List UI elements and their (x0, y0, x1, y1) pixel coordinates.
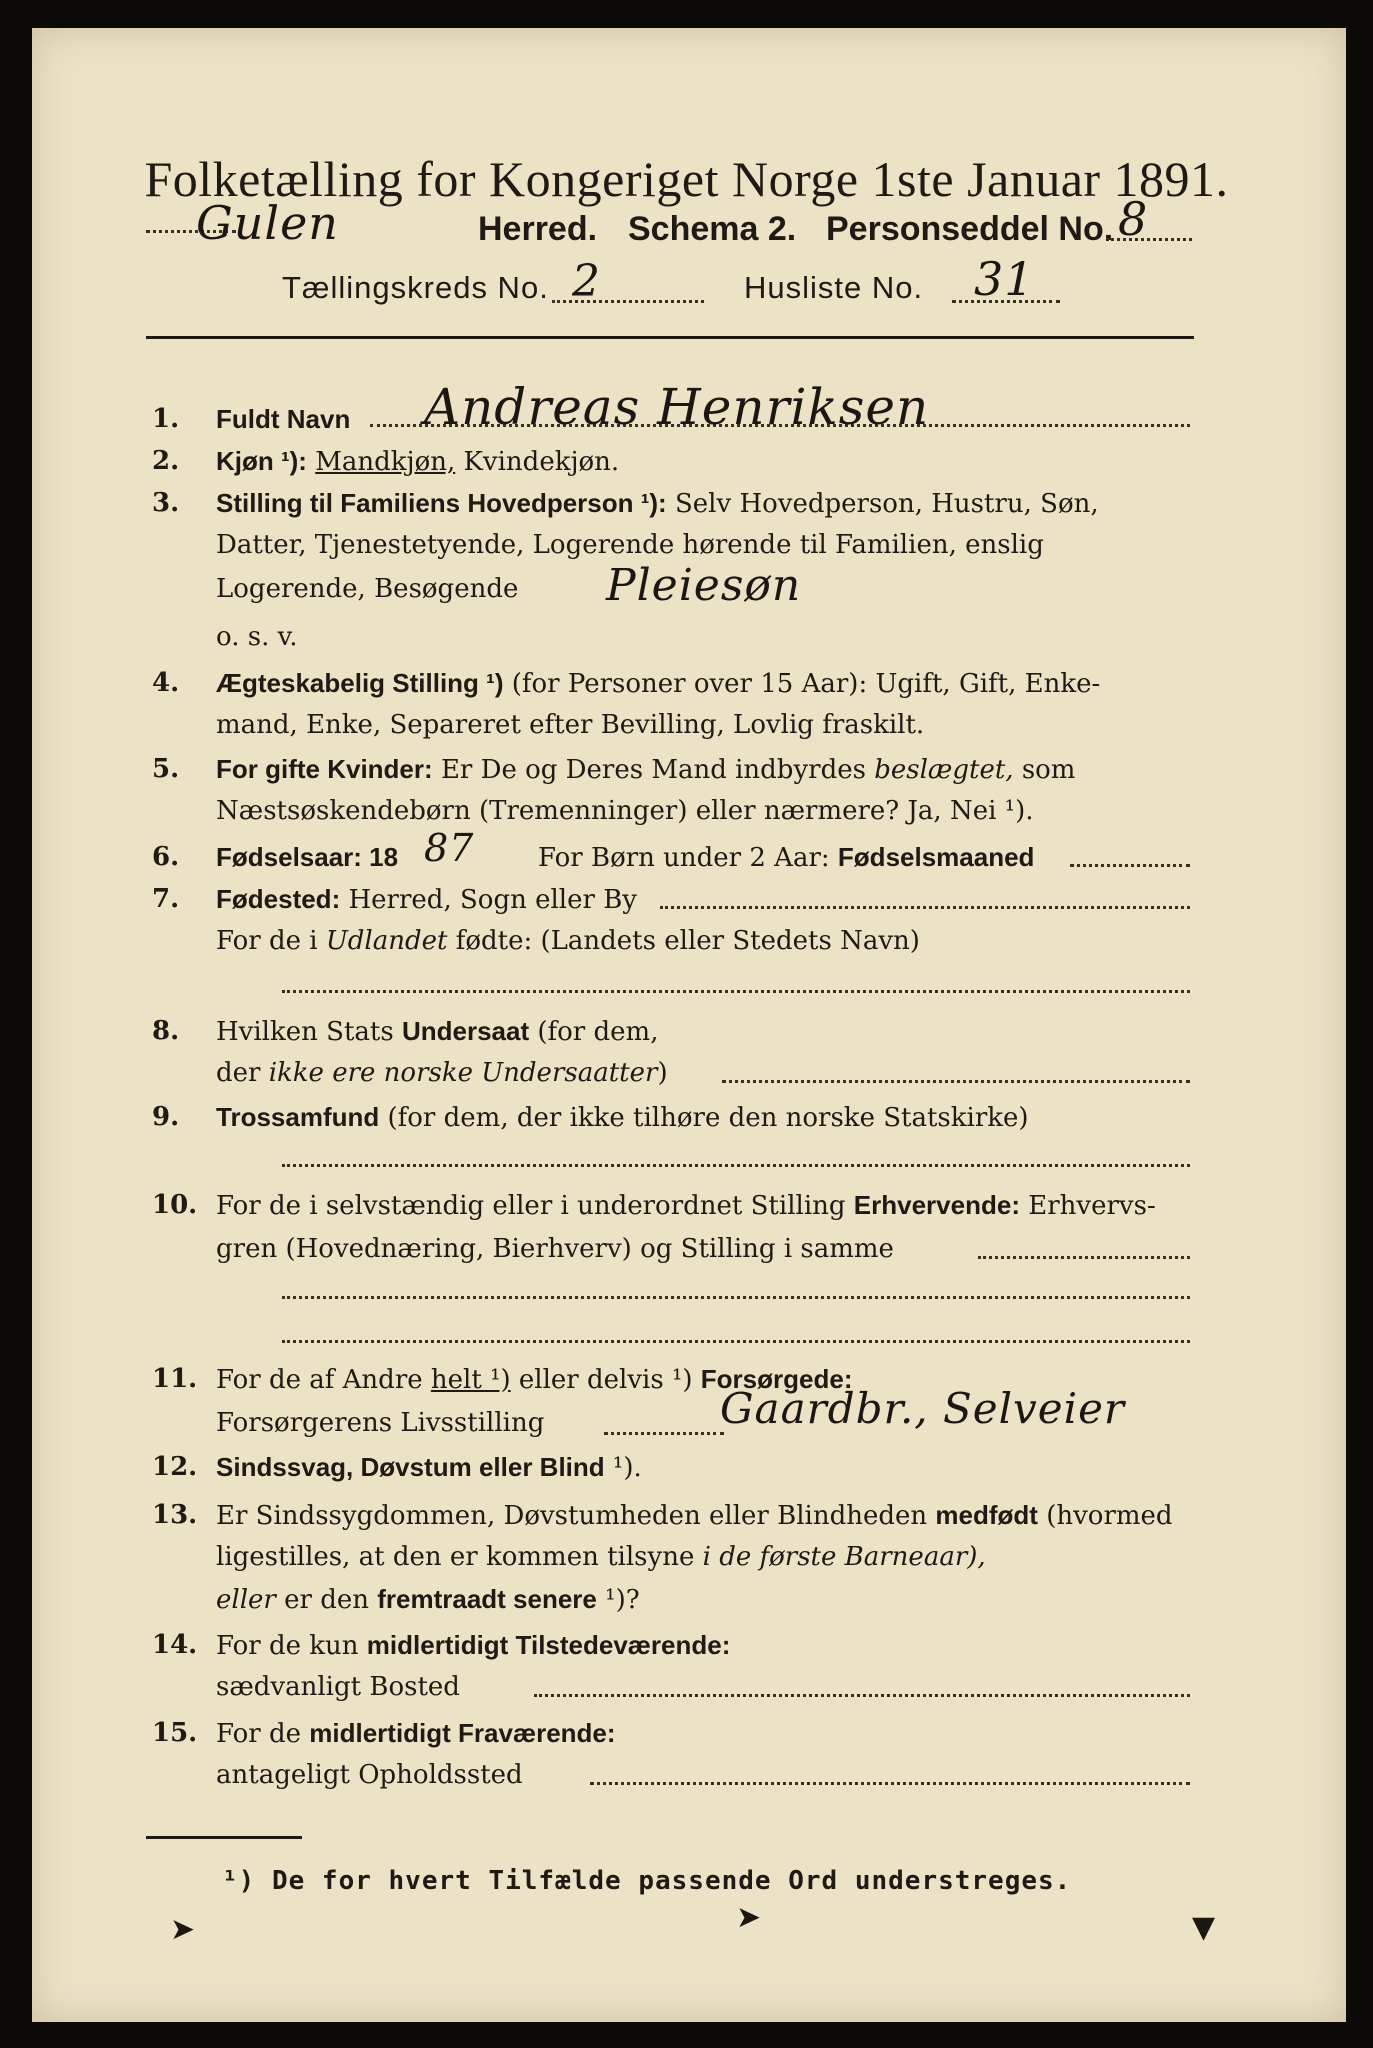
q3-line-1 (216, 488, 1099, 519)
q13-line-2-italic: i de første Barneaar), (702, 1542, 986, 1572)
form-title: Folketælling for Kongeriget Norge 1ste Januar 1891. (144, 151, 1229, 207)
q15-number: 15. (152, 1718, 198, 1748)
q1-label-text: Fuldt Navn (216, 404, 351, 434)
q5-line-1-italic: beslægtet, (874, 755, 1014, 785)
q6-line-rest (538, 842, 1034, 873)
q3-line-3: Logerende, Besøgende (216, 574, 519, 604)
corner-mark-right-icon: ▼ (1192, 1910, 1216, 1945)
q2-line (216, 446, 619, 477)
q10-number: 10. (152, 1190, 198, 1220)
q3-line-2: Datter, Tjenestetyende, Logerende hørende til Familien, enslig (216, 530, 1044, 560)
q6-rest: For Børn under 2 Aar: (538, 843, 830, 873)
q14-number: 14. (152, 1630, 198, 1660)
q2-label: Kjøn ¹): (216, 446, 307, 476)
q11-line-1-bold: Forsørgede: (700, 1364, 853, 1394)
q8-number: 8. (152, 1016, 180, 1046)
q13-line-1a: Er Sindssygdommen, Døvstumheden eller Blindheden (216, 1501, 928, 1531)
q10-line-2: gren (Hovednæring, Bierhverv) og Stilling i samme (216, 1234, 894, 1264)
q6-dotted-line (1070, 864, 1190, 867)
q14-line-1 (216, 1630, 730, 1661)
q2-number: 2. (152, 446, 180, 476)
husliste-label: Husliste No. (744, 270, 924, 305)
q9-dotted-line (282, 1164, 1190, 1167)
q11-line-2: Forsørgerens Livsstilling (216, 1408, 545, 1438)
q3-line-4: o. s. v. (216, 622, 298, 652)
q15-line-1 (216, 1718, 616, 1749)
q13-line-3 (216, 1584, 640, 1615)
q3-label: Stilling til Familiens Hovedperson ¹): (216, 488, 667, 518)
q7-label: Fødested: (216, 884, 341, 914)
q8-line-1-bold: Undersaat (401, 1016, 530, 1046)
q8-line-2b: ) (657, 1058, 668, 1088)
q7-number: 7. (152, 884, 180, 914)
q11-line-1a: For de af Andre (216, 1365, 423, 1395)
q9-label: Trossamfund (216, 1102, 380, 1132)
q2-option-kvindekjon: Kvindekjøn. (463, 447, 620, 477)
q9-line (216, 1102, 1029, 1133)
corner-mark-left-icon: ➤ (170, 1912, 196, 1947)
q13-line-2a: ligestilles, at den er kommen tilsyne (216, 1542, 695, 1572)
q10-line-1a: For de i selvstændig eller i underordnet Stilling (216, 1191, 846, 1221)
q7-line-2-italic: Udlandet (325, 926, 448, 956)
q5-label: For gifte Kvinder: (216, 754, 433, 784)
q13-line-3b: ¹)? (605, 1585, 640, 1615)
q6-line (216, 842, 398, 873)
q15-line-2: antageligt Opholdssted (216, 1760, 523, 1790)
corner-mark-center-icon: ➤ (736, 1900, 762, 1935)
herred-label: Herred. (478, 210, 598, 248)
q4-line-2: mand, Enke, Separeret efter Bevilling, Lovlig fraskilt. (216, 710, 925, 740)
q10-line-1-bold: Erhvervende: (853, 1190, 1020, 1220)
q7-line-2a: For de i (216, 926, 318, 956)
q8-line-1 (216, 1016, 658, 1047)
q10-dotted-line-1 (978, 1256, 1190, 1259)
q11-dotted-line (604, 1432, 724, 1435)
q13-line-1b: (hvormed (1046, 1501, 1173, 1531)
q14-dotted-line (534, 1694, 1190, 1697)
q7-dotted-line-1 (660, 906, 1190, 909)
q14-line-1a: For de kun (216, 1631, 359, 1661)
q12-rest: ¹). (612, 1453, 642, 1483)
q13-line-3a: er den (284, 1585, 369, 1615)
q9-rest: (for dem, der ikke tilhøre den norske Statskirke) (387, 1103, 1029, 1133)
personseddel-label: Personseddel No. (826, 210, 1114, 248)
q12-label: Sindssvag, Døvstum eller Blind (216, 1452, 605, 1482)
kreds-value: 2 (572, 256, 601, 307)
q5-line-1-rest: Er De og Deres Mand indbyrdes (440, 755, 866, 785)
q14-line-2: sædvanligt Bosted (216, 1672, 460, 1702)
q3-number: 3. (152, 488, 180, 518)
q5-line-1 (216, 754, 1075, 785)
q6-label: Fødselsaar: 18 (216, 842, 399, 872)
q15-line-1a: For de (216, 1719, 301, 1749)
q13-line-1 (216, 1500, 1173, 1531)
q10-line-1b: Erhvervs- (1028, 1191, 1156, 1221)
schema-label: Schema 2. (628, 210, 797, 248)
q12-line (216, 1452, 642, 1483)
footnote: ¹) De for hvert Tilfælde passende Ord understreges. (222, 1866, 1072, 1896)
personseddel-value: 8 (1118, 192, 1149, 246)
herred-value: Gulen (196, 196, 339, 250)
q1-label (216, 404, 350, 435)
header-divider (146, 336, 1194, 339)
q8-line-2a: der (216, 1058, 261, 1088)
q13-line-3-bold: fremtraadt senere (377, 1584, 597, 1614)
q1-answer-name: Andreas Henriksen (424, 378, 930, 436)
q15-dotted-line (590, 1782, 1190, 1785)
q6-number: 6. (152, 842, 180, 872)
q3-answer: Pleiesøn (606, 560, 802, 611)
q15-line-1-bold: midlertidigt Fraværende: (309, 1718, 616, 1748)
q14-line-1-bold: midlertidigt Tilstedeværende: (366, 1630, 731, 1660)
q6-answer-year: 87 (424, 826, 475, 870)
q11-line-1b: eller delvis ¹) (518, 1365, 693, 1395)
q11-number: 11. (152, 1364, 198, 1394)
q8-line-2 (216, 1058, 668, 1088)
husliste-value: 31 (974, 252, 1035, 306)
q8-dotted-line (722, 1080, 1190, 1083)
q5-line-1-end: som (1021, 755, 1076, 785)
q11-line-1-underlined: helt ¹) (430, 1365, 511, 1395)
q11-answer: Gaardbr., Selveier (720, 1384, 1126, 1433)
footnote-divider (146, 1836, 302, 1839)
q8-line-1a: Hvilken Stats (216, 1017, 394, 1047)
q3-line-1-rest: Selv Hovedperson, Hustru, Søn, (674, 489, 1099, 519)
q5-number: 5. (152, 754, 180, 784)
q4-line-1 (216, 668, 1100, 699)
q12-number: 12. (152, 1452, 198, 1482)
kreds-label: Tællingskreds No. (282, 270, 549, 305)
q7-line-2 (216, 926, 920, 956)
q10-dotted-line-3 (282, 1340, 1190, 1343)
q5-line-2: Næstsøskendebørn (Tremenninger) eller nærmere? Ja, Nei ¹). (216, 796, 1034, 826)
q4-line-1-rest: (for Personer over 15 Aar): Ugift, Gift, Enke- (511, 669, 1101, 699)
q8-line-2-italic: ikke ere norske Undersaatter (268, 1058, 658, 1088)
q6-bold: Fødselsmaaned (837, 842, 1035, 872)
q10-dotted-line-2 (282, 1296, 1190, 1299)
q7-line-2b: fødte: (Landets eller Stedets Navn) (455, 926, 920, 956)
q13-number: 13. (152, 1500, 198, 1530)
q13-line-3-italic: eller (216, 1585, 276, 1615)
q4-label: Ægteskabelig Stilling ¹) (216, 668, 504, 698)
q8-line-1b: (for dem, (537, 1017, 659, 1047)
q10-line-1 (216, 1190, 1156, 1221)
q4-number: 4. (152, 668, 180, 698)
q7-line-1 (216, 884, 637, 915)
q2-option-mandkjon: Mandkjøn, (315, 447, 456, 477)
q7-dotted-line-2 (282, 990, 1190, 993)
q9-number: 9. (152, 1102, 180, 1132)
q1-number: 1. (152, 404, 180, 434)
q13-line-2 (216, 1542, 986, 1572)
q7-line-1-rest: Herred, Sogn eller By (348, 885, 637, 915)
q13-line-1-bold: medfødt (935, 1500, 1038, 1530)
